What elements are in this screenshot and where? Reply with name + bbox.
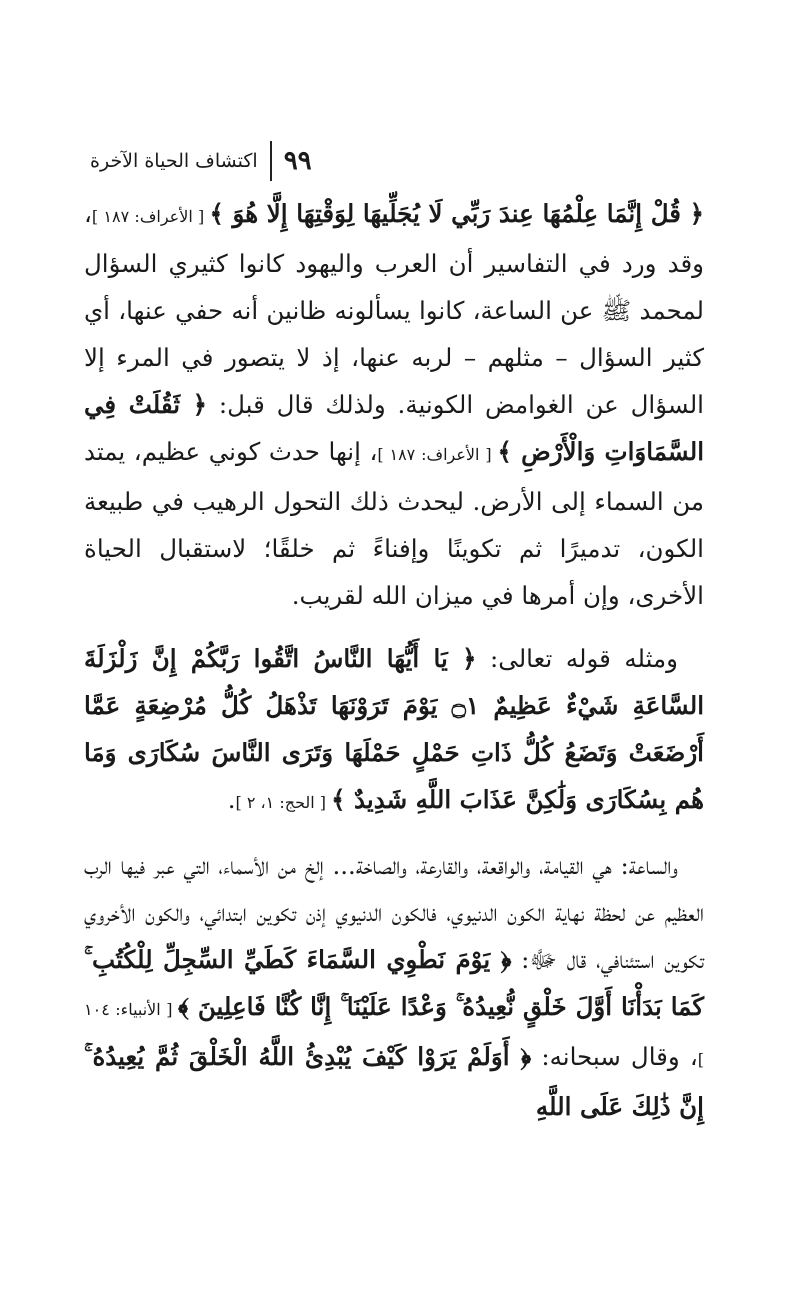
paragraph bbox=[84, 635, 704, 826]
page-header bbox=[90, 138, 350, 184]
paragraph-text: ، وقال سبحانه: bbox=[531, 1042, 698, 1071]
quran-verse: ﴿ أَوَلَمْ يَرَوْا كَيْفَ يُبْدِئُ اللَّهُ الْخَلْقَ ثُمَّ يُعِيدُهُ ۚ إِنَّ ذَٰلِكَ عَلَى اللَّهِ bbox=[84, 1042, 704, 1121]
running-title: اكتشاف الحياة الآخرة bbox=[90, 150, 258, 172]
paragraph-text: والساعة: هي القيامة، والواقعة، والقارعة، والصاخة... إلخ من الأسماء، التي عبر فيها الرب العظيم عن لحظة نهاية الكون الدنيوي، فالكون الدنيوي إذن تكوين ابتدائي، والكون الأخروي تكوين استئنافي، قال ﷻ: bbox=[84, 851, 704, 974]
verse-reference: [ الأعراف: ١٨٧ ] bbox=[91, 207, 210, 226]
verse-reference: [ الأعراف: ١٨٧ ] bbox=[377, 445, 498, 464]
paragraph bbox=[84, 190, 704, 619]
quran-verse: ﴿ ثَقُلَتْ فِي السَّمَاوَاتِ وَالْأَرْضِ ﴾ bbox=[84, 390, 705, 466]
paragraph-text: ومثله قوله تعالى: bbox=[476, 644, 678, 673]
verse-reference: [ الحج: ١، ٢ ] bbox=[235, 793, 332, 812]
paragraph bbox=[84, 842, 704, 1130]
paragraph-text: ، إنها حدث كوني عظيم، يمتد من السماء إلى الأرض. ليحدث ذلك التحول الرهيب في طبيعة الكون، تدميرًا ثم تكوينًا وإفناءً ثم خلقًا؛ لاستقبال الحياة الأخرى، وإن أمرها في ميزان الله لقريب. bbox=[84, 437, 704, 610]
quran-verse: ﴿ يَوْمَ نَطْوِي السَّمَاءَ كَطَيِّ السِّجِلِّ لِلْكُتُبِ ۚ كَمَا بَدَأْنَا أَوَّلَ خَلْقٍ نُّعِيدُهُ ۚ وَعْدًا عَلَيْنَا ۚ إِنَّا كُنَّا فَاعِلِينَ ﴾ bbox=[84, 945, 705, 1021]
quran-verse: ﴿ يَا أَيُّهَا النَّاسُ اتَّقُوا رَبَّكُمْ إِنَّ زَلْزَلَةَ السَّاعَةِ شَيْءٌ عَظِيمٌ ۝١ يَوْمَ تَرَوْنَهَا تَذْهَلُ كُلُّ مُرْضِعَةٍ عَمَّا أَرْضَعَتْ وَتَضَعُ كُلُّ ذَاتِ حَمْلٍ حَمْلَهَا وَتَرَى النَّاسَ سُكَارَى وَمَا هُم بِسُكَارَى وَلَٰكِنَّ عَذَابَ اللَّهِ شَدِيدٌ ﴾ bbox=[84, 644, 704, 814]
header-divider bbox=[270, 141, 272, 181]
page-number: ٩٩ bbox=[283, 146, 312, 176]
verse-reference: [ الأنبياء: ١٠٤ ] bbox=[84, 1000, 705, 1069]
quran-verse: ﴿ قُلْ إِنَّمَا عِلْمُهَا عِندَ رَبِّي لَا يُجَلِّيهَا لِوَقْتِهَا إِلَّا هُوَ ﴾ bbox=[209, 199, 705, 228]
paragraph-text: . bbox=[227, 785, 236, 814]
body-text bbox=[84, 190, 704, 1130]
paragraph-text: ، وقد ورد في التفاسير أن العرب واليهود كانوا كثيري السؤال لمحمد ﷺ عن الساعة، كانوا يسألونه ظانين أنه حفي عنها، أي كثير السؤال – مثلهم – لربه عنها، إذ لا يتصور في المرء إلا السؤال عن الغوامض الكونية. ولذلك قال قبل: bbox=[84, 199, 704, 419]
